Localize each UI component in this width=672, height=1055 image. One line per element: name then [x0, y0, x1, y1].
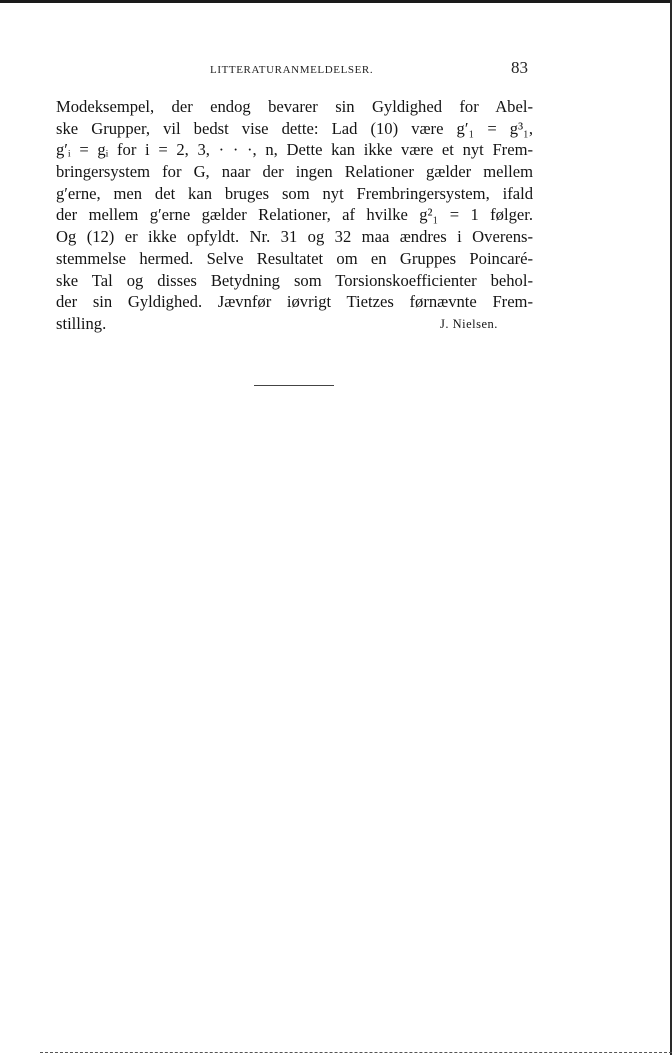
page-bottom-edge [40, 1052, 672, 1054]
running-title: LITTERATURANMELDELSER. [210, 64, 374, 76]
page-number: 83 [511, 58, 528, 77]
text-line: ske Tal og disses Betydning som Torsionskoefficienter behol- [56, 270, 533, 290]
text-line: Og (12) er ikke opfyldt. Nr. 31 og 32 maa ændres i Overens- [56, 227, 533, 247]
text-line-final-word: stilling. [56, 313, 107, 333]
author-signature: J. Nielsen. [440, 316, 498, 331]
section-end-rule [254, 385, 334, 386]
text-line: ske Grupper, vil bedst vise dette: Lad (10) være g′₁ = g³₁, [56, 118, 533, 138]
page-top-edge [0, 0, 672, 3]
body-paragraph [56, 96, 533, 335]
text-line: g′ᵢ = gᵢ for i = 2, 3, · · ·, n, Dette kan ikke være et nyt Frem- [56, 140, 533, 160]
text-line: der mellem g′erne gælder Relationer, af hvilke g²₁ = 1 følger. [56, 205, 533, 225]
text-line: der sin Gyldighed. Jævnfør iøvrigt Tietzes førnævnte Frem- [56, 292, 533, 312]
text-line: g′erne, men det kan bruges som nyt Frembringersystem, ifald [56, 183, 533, 203]
text-line: Modeksempel, der endog bevarer sin Gyldighed for Abel- [56, 97, 533, 116]
text-line: bringersystem for G, naar der ingen Relationer gælder mellem [56, 162, 533, 182]
text-line-last [56, 313, 533, 335]
text-line: stemmelse hermed. Selve Resultatet om en Gruppes Poincaré- [56, 248, 533, 268]
